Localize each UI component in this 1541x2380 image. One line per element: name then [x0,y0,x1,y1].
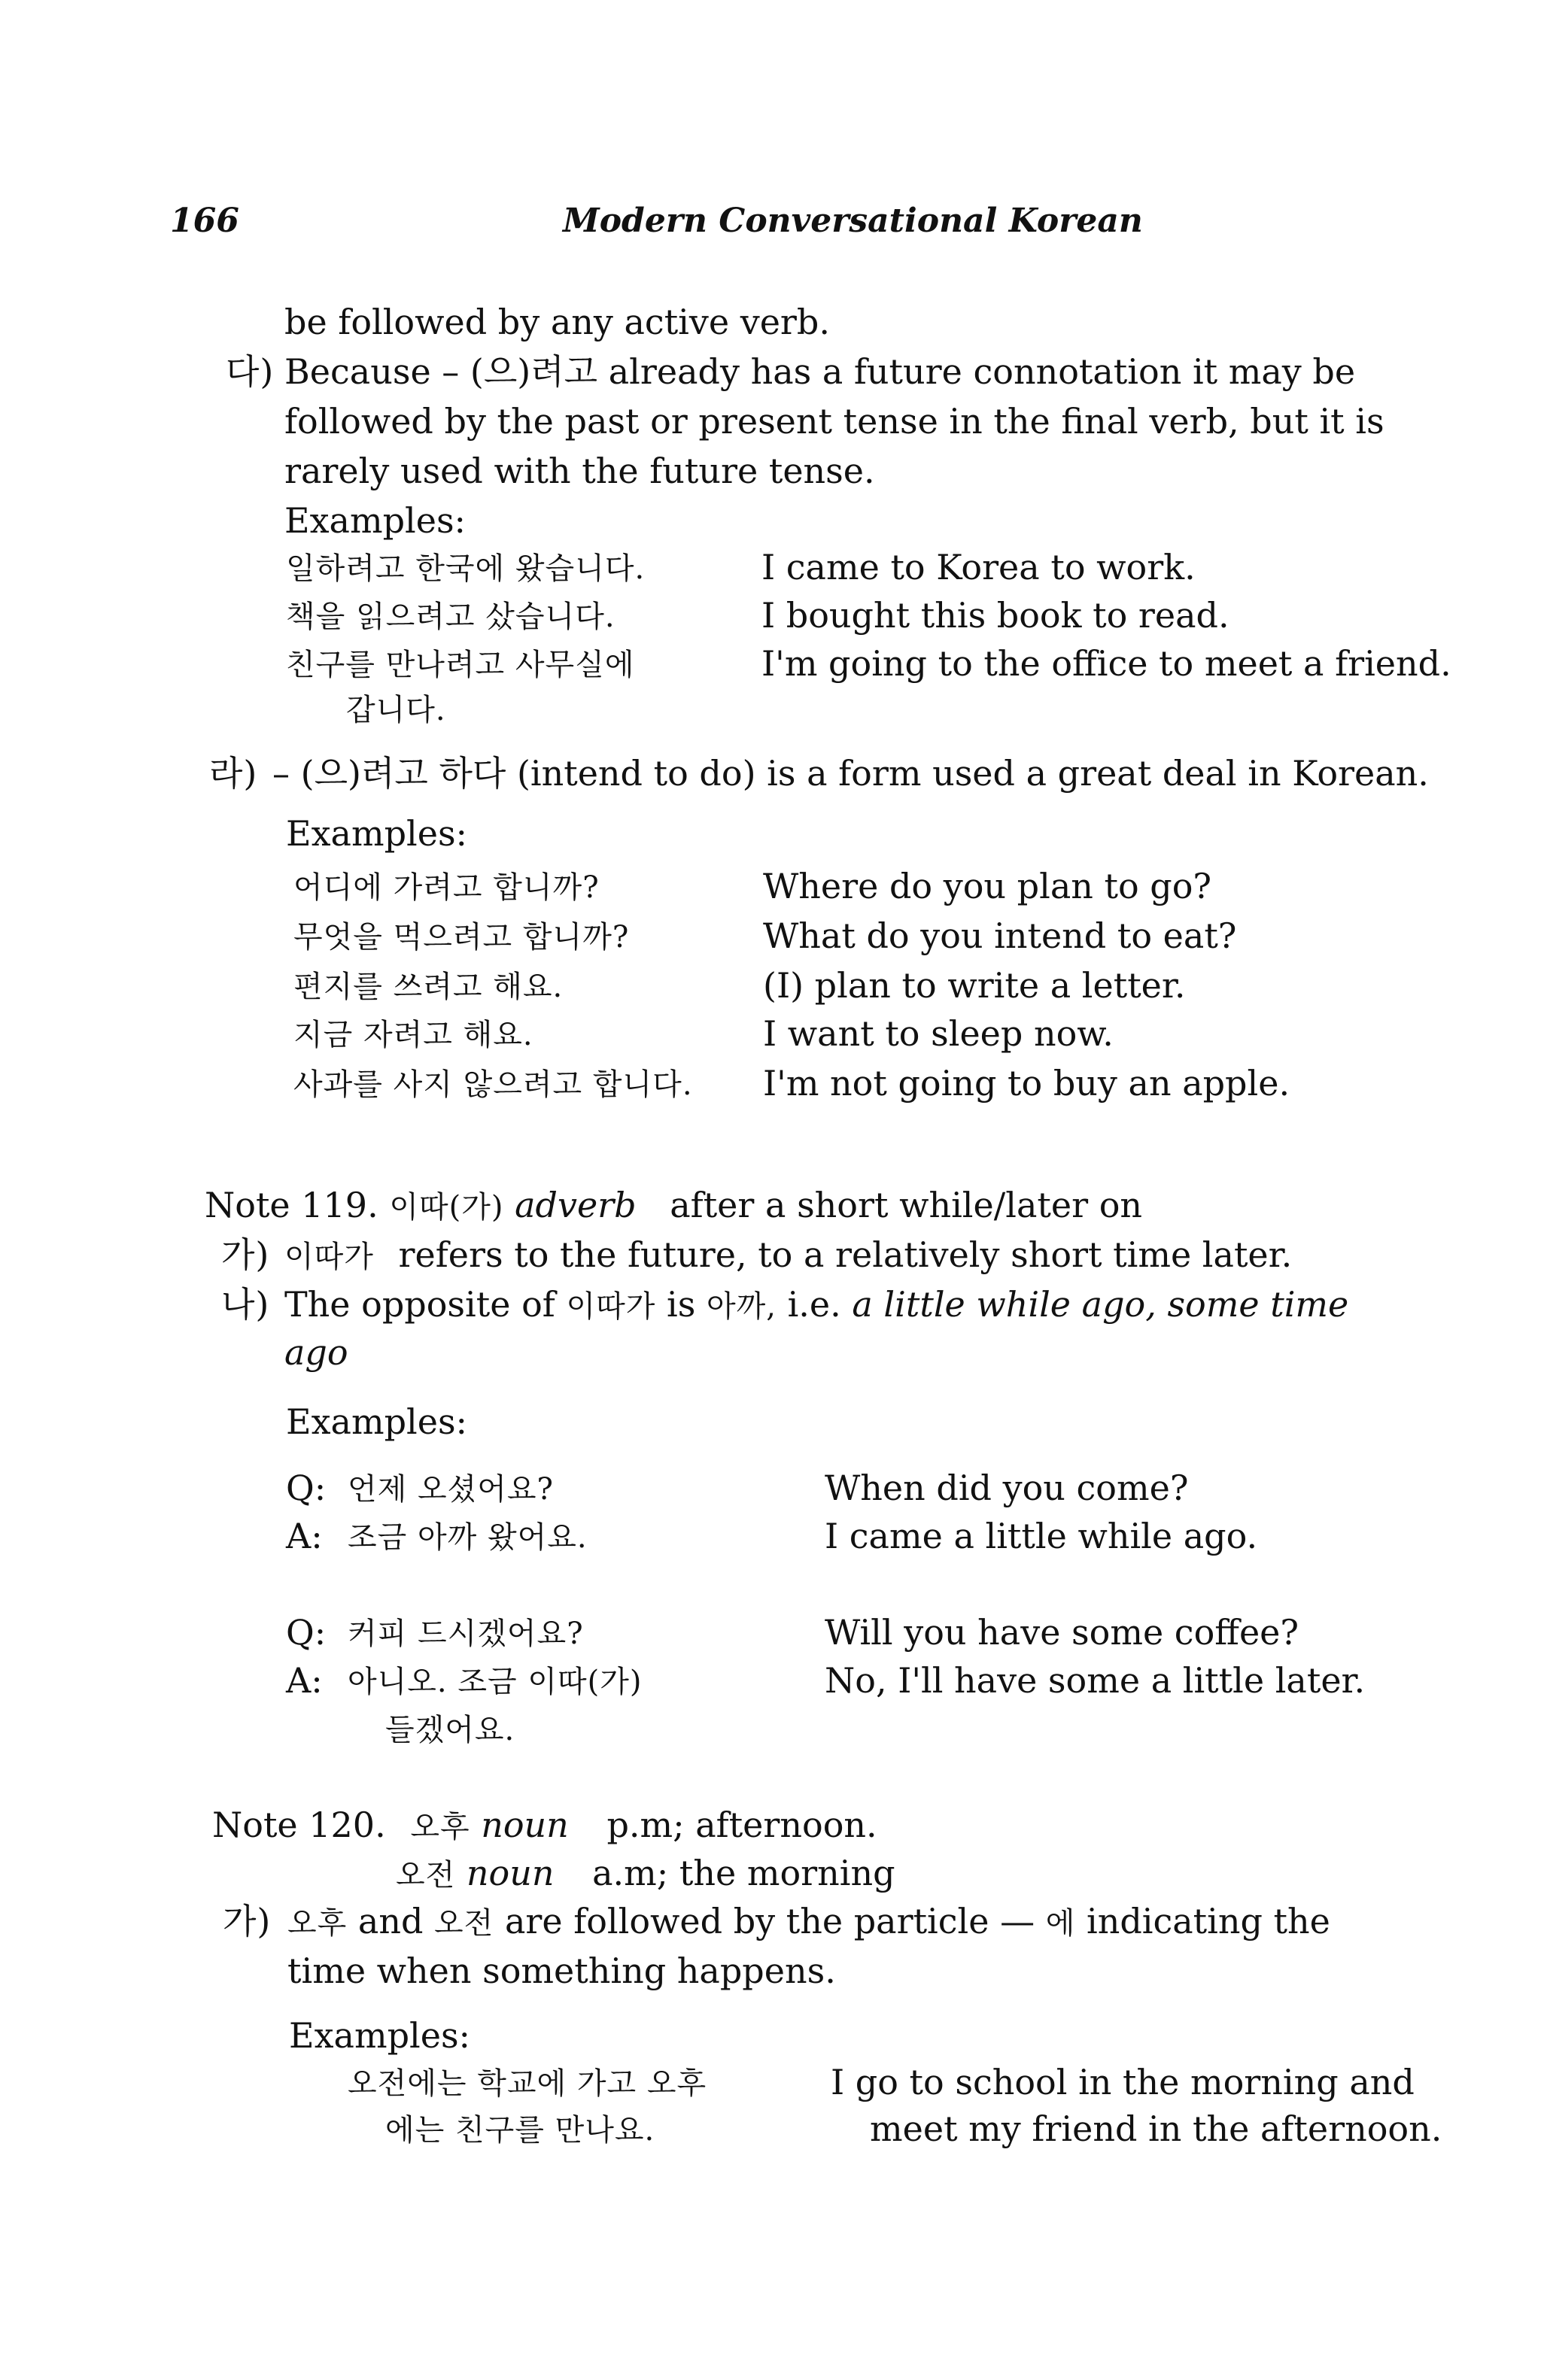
example-english: I'm not going to buy an apple. [763,1063,1290,1103]
part-of-speech: adverb [515,1185,637,1225]
page-number: 166 [170,202,239,240]
item-text: indicating the [1086,1901,1330,1941]
example-korean: 갑니다. [346,693,446,727]
section-da-line-1: Because – (으)려고 already has a future connotation it may be [284,351,1356,392]
note-gloss: after a short while/later on [670,1185,1143,1225]
dialogue-speaker: A: [286,1516,323,1556]
note-119-item-na [284,1282,1348,1329]
dialogue-english: No, I'll have some a little later. [825,1660,1366,1701]
section-marker-da: 다) [226,351,275,392]
note-term: 오전 [396,1858,456,1893]
dialogue-korean: 아니오. 조금 이따(가) [348,1665,643,1699]
note-119-item-ga [284,1232,1292,1280]
continuation-text: be followed by any active verb. [284,302,830,342]
korean-term: 오전 [434,1906,494,1941]
note-term: 이따(가) [389,1190,504,1225]
dialogue-korean: 커피 드시겠어요? [348,1617,584,1651]
note-gloss: a.m; the morning [592,1853,895,1893]
item-marker-na: 나) [221,1284,270,1325]
dialogue-speaker: A: [286,1660,323,1701]
note-120-item-ga-line-2: time when something happens. [287,1950,836,1991]
dialogue-english: Will you have some coffee? [825,1612,1299,1653]
example-english: I want to sleep now. [763,1013,1114,1054]
examples-label: Examples: [286,813,468,854]
korean-term: 이따가 [284,1240,374,1274]
dialogue-speaker: Q: [286,1612,327,1653]
dialogue-korean: 언제 오셨어요? [348,1472,554,1507]
example-korean: 어디에 가려고 합니까? [293,870,600,905]
item-text: refers to the future, to a relatively short time later. [398,1234,1293,1275]
example-korean: 에는 친구를 만나요. [385,2113,655,2148]
dialogue-english: When did you come? [825,1468,1189,1508]
example-english: I bought this book to read. [761,595,1229,636]
example-korean: 무엇을 먹으려고 합니까? [293,920,630,955]
section-da-line-2: followed by the past or present tense in the final verb, but it is [284,401,1384,442]
item-text: is [666,1284,696,1325]
part-of-speech: noun [466,1853,555,1893]
note-120-heading-2 [396,1850,895,1898]
note-label: Note 120. [212,1805,386,1845]
example-english: What do you intend to eat? [763,915,1237,956]
item-text: i.e. [787,1284,841,1325]
note-120-heading [212,1802,877,1850]
example-korean: 친구를 만나려고 사무실에 [286,648,635,682]
example-korean: 일하려고 한국에 왔습니다. [286,551,646,586]
example-korean: 편지를 쓰려고 해요. [293,970,564,1004]
examples-label: Examples: [286,1401,468,1442]
section-marker-ra: 라) [209,753,258,794]
dialogue-korean: 조금 아까 왔어요. [348,1520,588,1555]
dialogue-korean: 들겠어요. [385,1713,515,1747]
item-text: and [357,1901,424,1941]
example-english: (I) plan to write a letter. [763,965,1186,1006]
example-korean: 지금 자려고 해요. [293,1018,533,1052]
example-english: I go to school in the morning and [831,2062,1415,2102]
example-english: I'm going to the office to meet a friend. [761,643,1451,684]
item-text: The opposite of [284,1284,555,1325]
italic-gloss: a little while ago, some time [852,1284,1349,1325]
section-da-line-3: rarely used with the future tense. [284,451,875,491]
italic-gloss-continued: ago [284,1332,348,1373]
item-text: are followed by the particle — [504,1901,1035,1941]
dialogue-english: I came a little while ago. [825,1516,1258,1556]
note-term: 오후 [410,1810,470,1844]
examples-label: Examples: [289,2015,471,2056]
example-english: Where do you plan to go? [763,866,1212,906]
korean-term: 오후 [287,1906,348,1941]
korean-term: 에 [1045,1906,1076,1941]
note-label: Note 119. [205,1185,378,1225]
example-english: I came to Korea to work. [761,547,1196,587]
item-marker-ga: 가) [223,1901,272,1941]
example-korean: 오전에는 학교에 가고 오후 [348,2066,707,2101]
dialogue-speaker: Q: [286,1468,327,1508]
note-gloss: p.m; afternoon. [606,1805,877,1845]
korean-term: 이따가 [566,1289,656,1324]
running-title: Modern Conversational Korean [563,202,1143,240]
note-119-heading [205,1182,1142,1230]
korean-term: 아까, [706,1289,777,1324]
part-of-speech: noun [481,1805,569,1845]
examples-label: Examples: [284,500,467,541]
example-korean: 책을 읽으려고 샀습니다. [286,600,615,634]
example-english: meet my friend in the afternoon. [870,2108,1442,2149]
note-120-item-ga [287,1899,1330,1946]
section-ra-line: – (으)려고 하다 (intend to do) is a form used a great deal in Korean. [272,753,1429,794]
example-korean: 사과를 사지 않으려고 합니다. [293,1067,693,1102]
item-marker-ga: 가) [221,1234,270,1275]
